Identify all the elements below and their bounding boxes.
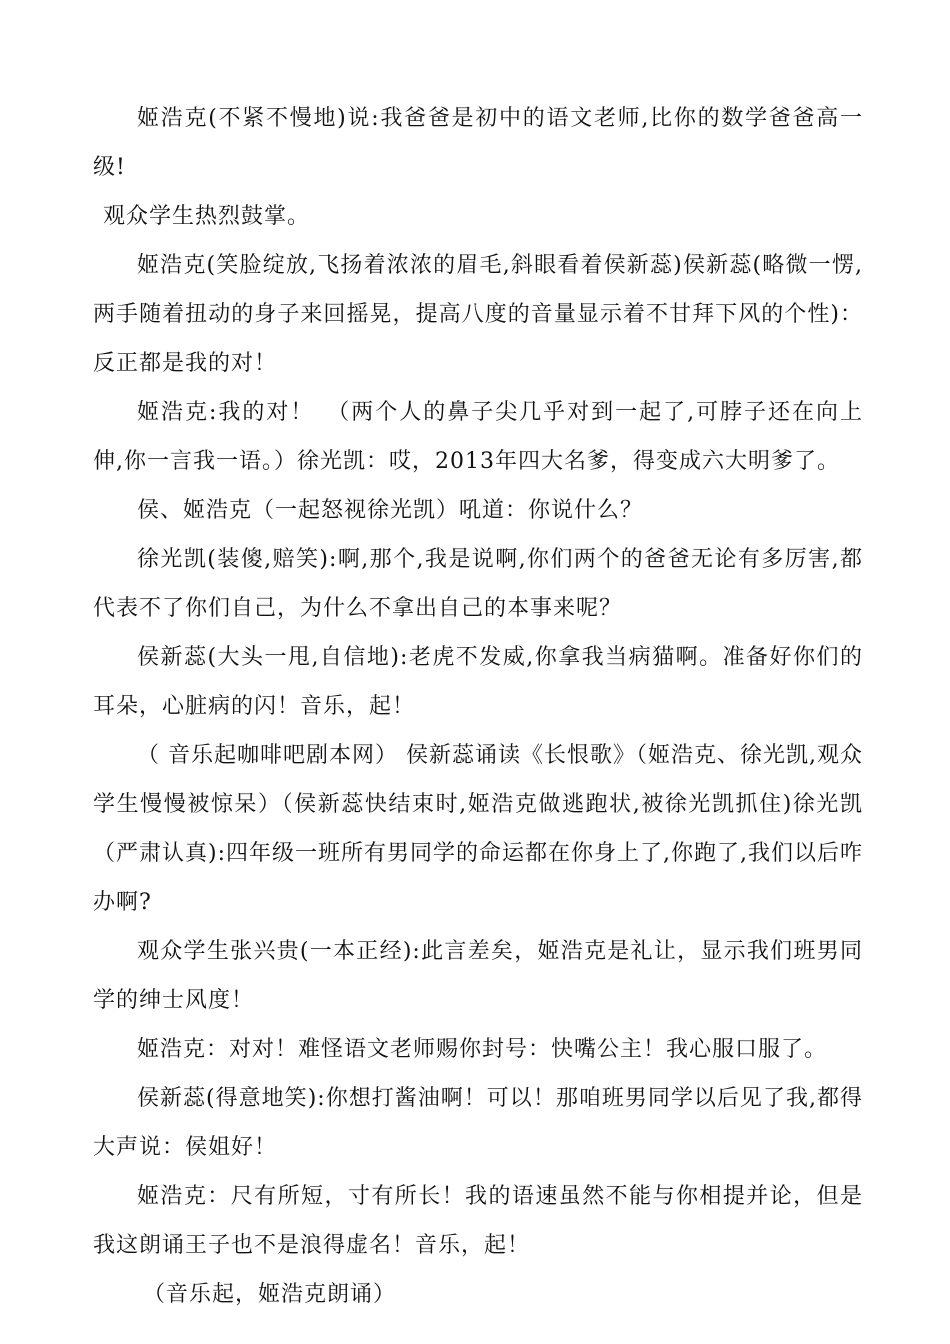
paragraph-5: 侯、姬浩克（一起怒视徐光凯）吼道：你说什么？ [137, 498, 644, 523]
paragraph-10: 姬浩克：对对！难怪语文老师赐你封号：快嘴公主！我心服口服了。 [137, 1037, 828, 1062]
paragraph-3: 姬浩克(笑脸绽放,飞扬着浓浓的眉毛,斜眼看着侯新蕊)侯新蕊(略微一愣,两手随着扭动的身子来回摇晃，提高八度的音量显示着不甘拜下风的个性)：反正都是我的对！ [93, 253, 863, 376]
paragraph-1: 姬浩克(不紧不慢地)说:我爸爸是初中的语文老师,比你的数学爸爸高一级! [93, 106, 863, 180]
paragraph-9: 观众学生张兴贵(一本正经):此言差矣，姬浩克是礼让，显示我们班男同学的绅士风度！ [93, 939, 863, 1013]
script-text [93, 94, 863, 1319]
paragraph-4: 姬浩克:我的对！ （两个人的鼻子尖几乎对到一起了,可脖子还在向上伸,你一言我一语。）徐光凯：哎，2013年四大名爹，得变成六大明爹了。 [93, 400, 863, 474]
paragraph-13: （音乐起，姬浩克朗诵） [143, 1282, 397, 1307]
paragraph-2: 观众学生热烈鼓掌。 [103, 204, 311, 229]
paragraph-7: 侯新蕊(大头一甩,自信地):老虎不发威,你拿我当病猫啊。准备好你们的耳朵，心脏病的闪！音乐，起！ [93, 645, 863, 719]
paragraph-12: 姬浩克：尺有所短，寸有所长！我的语速虽然不能与你相提并论，但是我这朗诵王子也不是浪得虚名！音乐，起！ [93, 1184, 863, 1258]
paragraph-8: （ 音乐起咖啡吧剧本网） 侯新蕊诵读《长恨歌》（姬浩克、徐光凯,观众学生慢慢被惊呆）（侯新蕊快结束时,姬浩克做逃跑状,被徐光凯抓住)徐光凯（严肃认真):四年级一班所有男同学的命运都在你身上了,你跑了,我们以后咋办啊? [93, 743, 863, 915]
paragraph-6: 徐光凯(装傻,赔笑):啊,那个,我是说啊,你们两个的爸爸无论有多厉害,都代表不了你们自己，为什么不拿出自己的本事来呢？ [93, 547, 863, 621]
paragraph-11: 侯新蕊(得意地笑):你想打酱油啊！可以！那咱班男同学以后见了我,都得大声说：侯姐好！ [93, 1086, 863, 1160]
